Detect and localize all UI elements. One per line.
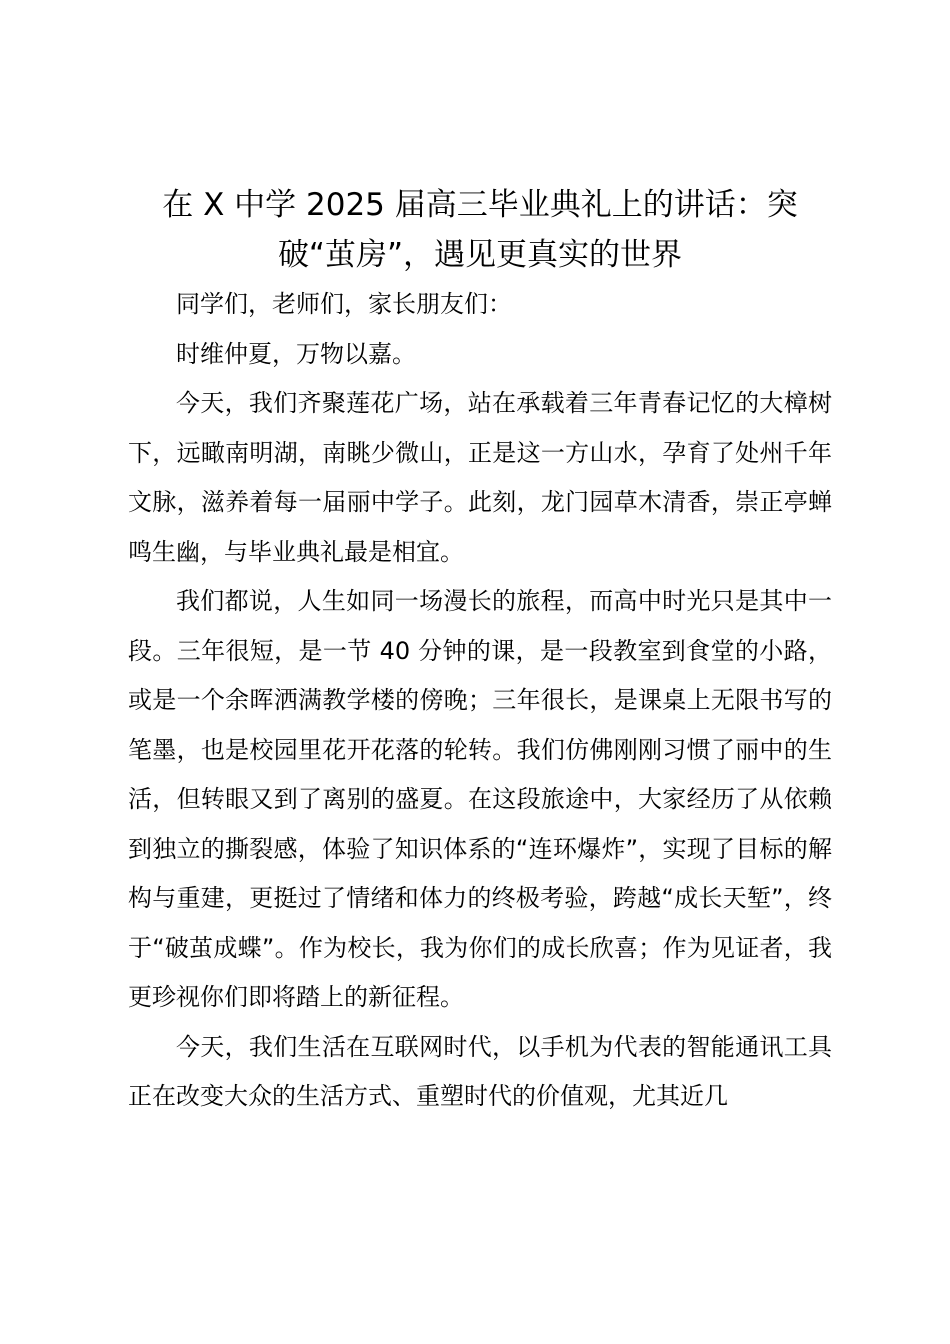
document-title: 在 X 中学 2025 届高三毕业典礼上的讲话：突破“茧房”，遇见更真实的世界	[162, 187, 798, 273]
paragraph: 今天，我们生活在互联网时代，以手机为代表的智能通讯工具正在改变大众的生活方式、重塑时代的价值观，尤其近几	[128, 1032, 832, 1110]
document-body	[128, 180, 832, 1122]
salutation: 同学们，老师们，家长朋友们：	[176, 290, 512, 318]
paragraph: 今天，我们齐聚莲花广场，站在承载着三年青春记忆的大樟树下，远瞰南明湖，南眺少微山，正是这一方山水，孕育了处州千年文脉，滋养着每一届丽中学子。此刻，龙门园草木清香，崇正亭蝉鸣生幽，与毕业典礼最是相宜。	[128, 389, 832, 566]
paragraph: 我们都说，人生如同一场漫长的旅程，而高中时光只是其中一段。三年很短，是一节 40 分钟的课，是一段教室到食堂的小路，或是一个余晖洒满教学楼的傍晚；三年很长，是课桌上无限书写的笔墨，也是校园里花开花落的轮转。我们仿佛刚刚习惯了丽中的生活，但转眼又到了离别的盛夏。在这段旅途中，大家经历了从依赖到独立的撕裂感，体验了知识体系的“连环爆炸”，实现了目标的解构与重建，更挺过了情绪和体力的终极考验，跨越“成长天堑”，终于“破茧成蝶”。作为校长，我为你们的成长欣喜；作为见证者，我更珍视你们即将踏上的新征程。	[128, 587, 832, 1011]
paragraph: 时维仲夏，万物以嘉。	[176, 339, 416, 368]
